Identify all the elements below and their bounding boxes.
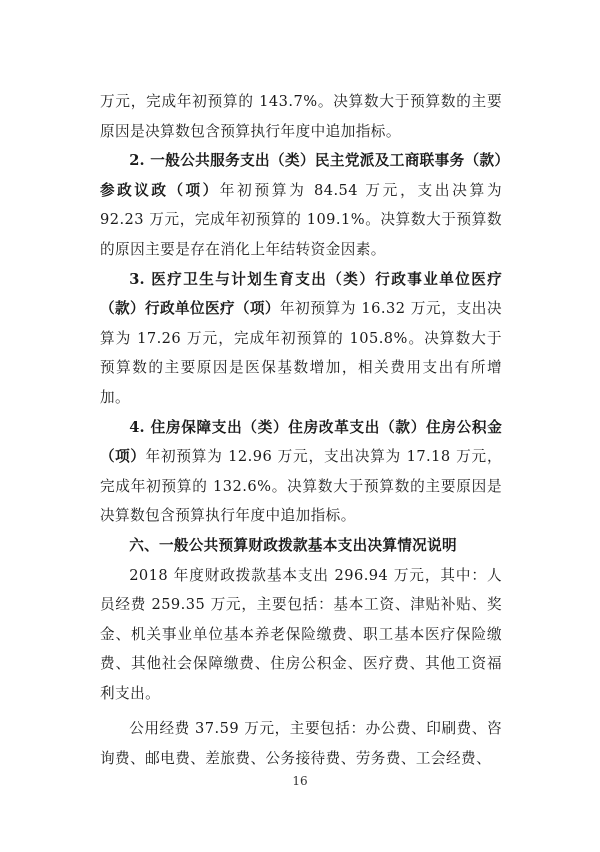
document-body [100, 87, 502, 774]
paragraph-2-bold-heading: 2. 一般公共服务支出（类）民主党派及工商联事务（款）参政议政（项） [100, 152, 502, 199]
paragraph-1 [100, 87, 502, 146]
paragraph-3-text: 年初预算为 16.32 万元，支出决算为 17.26 万元，完成年初预算的 105.8%。决算数大于预算数的主要原因是医保基数增加，相关费用支出有所增加。 [100, 300, 502, 406]
paragraph-4 [100, 413, 502, 531]
body-paragraph-1: 2018 年度财政拨款基本支出 296.94 万元，其中：人员经费 259.35 万元，主要包括：基本工资、津贴补贴、奖金、机关事业单位基本养老保险缴费、职工基本医疗保险缴费、其他社会保障缴费、住房公积金、医疗费、其他工资福利支出。 [100, 566, 502, 702]
paragraph-4-bold-heading: 4. 住房保障支出（类）住房改革支出（款）住房公积金（项） [100, 418, 502, 466]
paragraph-3-bold-heading: 3. 医疗卫生与计划生育支出（类）行政事业单位医疗（款）行政单位医疗（项） [100, 270, 502, 318]
page-number: 16 [292, 774, 308, 788]
paragraph-4-text: 年初预算为 12.96 万元，支出决算为 17.18 万元，完成年初预算的 132.6%。决算数大于预算数的主要原因是决算数包含预算执行年度中追加指标。 [100, 448, 502, 525]
paragraph-3 [100, 265, 502, 413]
paragraph-2 [100, 146, 502, 264]
paragraph-1-text: 万元，完成年初预算的 143.7%。决算数大于预算数的主要原因是决算数包含预算执行年度中追加指标。 [100, 93, 502, 140]
body-paragraph-2: 公用经费 37.59 万元，主要包括：办公费、印刷费、咨询费、邮电费、差旅费、公务接待费、劳务费、工会经费、 [100, 720, 502, 768]
section-heading: 六、一般公共预算财政拨款基本支出决算情况说明 [129, 536, 457, 554]
paragraph-2-text: 年初预算为 84.54 万元，支出决算为 92.23 万元，完成年初预算的 109.1%。决算数大于预算数的原因主要是存在消化上年结转资金因素。 [100, 181, 502, 258]
